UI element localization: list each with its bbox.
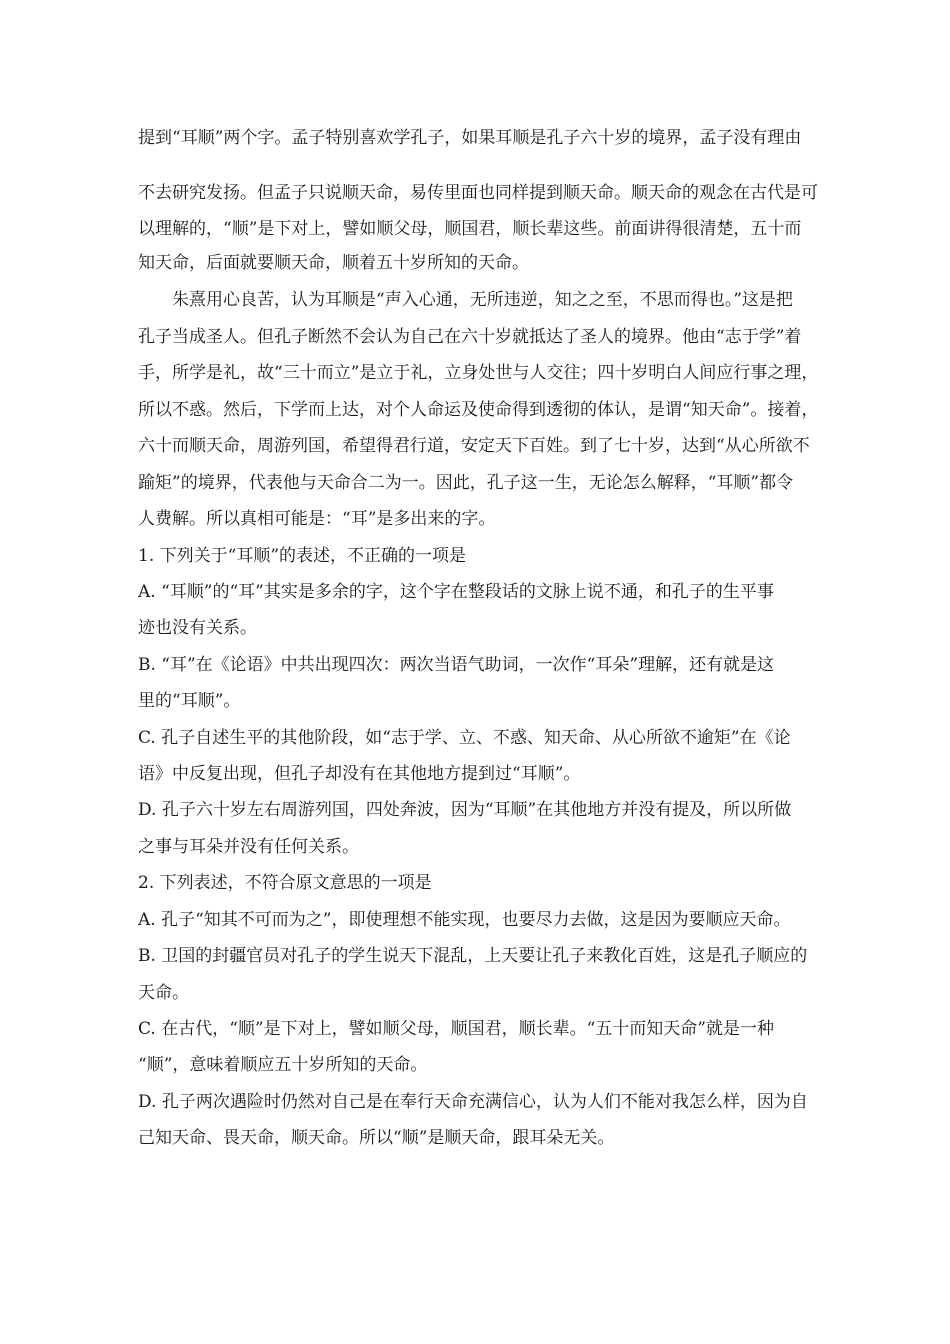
question-2-stem: 2. 下列表述，不符合原文意思的一项是 [138, 873, 432, 893]
question-2-option-c-line-1: C. 在古代，“顺”是下对上，譬如顺父母，顺国君，顺长辈。“五十而知天命”就是一种 [138, 1019, 774, 1039]
paragraph-2-line-5: 六十而顺天命，周游列国，希望得君行道，安定天下百姓。到了七十岁，达到“从心所欲不 [138, 436, 810, 456]
question-2-option-d-line-1: D. 孔子两次遇险时仍然对自己是在奉行天命充满信心，认为人们不能对我怎么样，因为自 [138, 1092, 808, 1112]
question-1-option-b-line-1: B. “耳”在《论语》中共出现四次：两次当语气助词，一次作“耳朵”理解，还有就是这 [138, 655, 775, 675]
paragraph-1-line-1: 提到“耳顺”两个字。孟子特别喜欢学孔子，如果耳顺是孔子六十岁的境界，孟子没有理由 [138, 128, 802, 148]
paragraph-1-line-4: 知天命，后面就要顺天命，顺着五十岁所知的天命。 [138, 253, 529, 273]
question-1-stem: 1. 下列关于“耳顺”的表述，不正确的一项是 [138, 546, 467, 566]
question-2-option-b-line-2: 天命。 [138, 983, 189, 1003]
question-1-option-c-line-2: 语》中反复出现，但孔子却没有在其他地方提到过“耳顺”。 [138, 764, 581, 784]
question-1-option-d-line-1: D. 孔子六十岁左右周游列国，四处奔波，因为“耳顺”在其他地方并没有提及，所以所做 [138, 800, 792, 820]
paragraph-1-line-3: 以理解的，“顺”是下对上，譬如顺父母，顺国君，顺长辈这些。前面讲得很清楚，五十而 [138, 219, 802, 239]
question-1-option-c-line-1: C. 孔子自述生平的其他阶段，如“志于学、立、不惑、知天命、从心所欲不逾矩”在《论 [138, 728, 791, 748]
question-1-option-d-line-2: 之事与耳朵并没有任何关系。 [138, 837, 359, 857]
question-2-option-c-line-2: “顺”，意味着顺应五十岁所知的天命。 [138, 1055, 428, 1075]
paragraph-1-line-2: 不去研究发扬。但孟子只说顺天命，易传里面也同样提到顺天命。顺天命的观念在古代是可 [138, 183, 818, 203]
question-2-option-d-line-2: 己知天命、畏天命，顺天命。所以“顺”是顺天命，跟耳朵无关。 [138, 1128, 615, 1148]
question-1-option-a-line-2: 迹也没有关系。 [138, 618, 257, 638]
question-2-option-b-line-1: B. 卫国的封疆官员对孔子的学生说天下混乱，上天要让孔子来教化百姓，这是孔子顺应的 [138, 946, 808, 966]
question-1-option-b-line-2: 里的“耳顺”。 [138, 691, 241, 711]
paragraph-2-line-3: 手，所学是礼，故“三十而立”是立于礼，立身处世与人交往；四十岁明白人间应行事之理， [138, 363, 819, 383]
question-1-option-a-line-1: A. “耳顺”的“耳”其实是多余的字，这个字在整段话的文脉上说不通，和孔子的生平事 [138, 582, 774, 602]
paragraph-2-line-6: 踰矩”的境界，代表他与天命合二为一。因此，孔子这一生，无论怎么解释，“耳顺”都令 [138, 473, 794, 493]
question-2-option-a-line-1: A. 孔子“知其不可而为之”，即使理想不能实现，也要尽力去做，这是因为要顺应天命。 [138, 910, 791, 930]
paragraph-2-line-4: 所以不惑。然后，下学而上达，对个人命运及使命得到透彻的体认，是谓“知天命”。接着， [138, 400, 819, 420]
paragraph-2-line-7: 人费解。所以真相可能是：“耳”是多出来的字。 [138, 509, 496, 529]
paragraph-2-line-2: 孔子当成圣人。但孔子断然不会认为自己在六十岁就抵达了圣人的境界。他由“志于学”着 [138, 327, 802, 347]
paragraph-2-line-1: 朱熹用心良苦，认为耳顺是“声入心通，无所违逆，知之之至，不思而得也。”这是把 [172, 290, 793, 310]
